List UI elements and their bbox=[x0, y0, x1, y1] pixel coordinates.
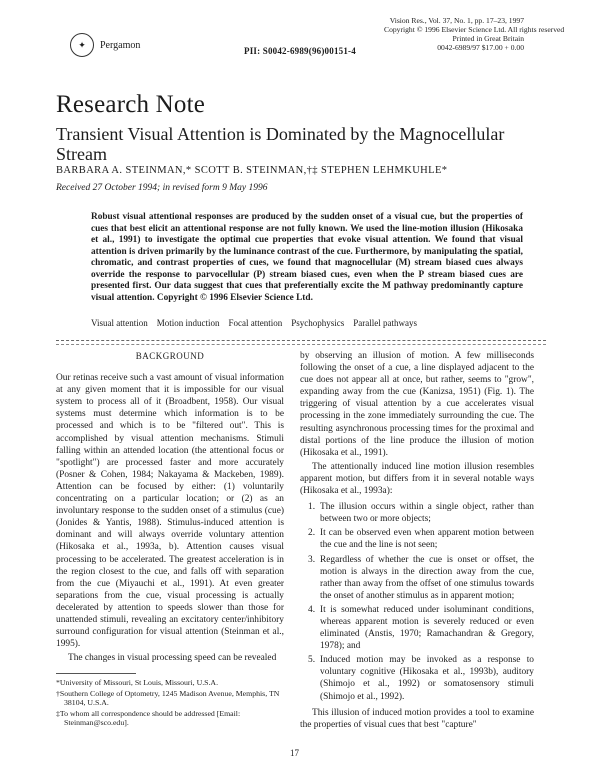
section-divider bbox=[56, 340, 546, 341]
body-column-right bbox=[300, 350, 534, 733]
list-item: 3. Regardless of whether the cue is onset or offset, the motion is always in the direction away from the cue, rather than away from the offset of one stimulus towards the onset of another stimulus as in apparent motion; bbox=[308, 554, 534, 601]
section-heading: BACKGROUND bbox=[135, 351, 205, 361]
body-paragraph: This illusion of induced motion provides a tool to examine the properties of visual cues that best "capture" bbox=[300, 707, 534, 730]
section-divider bbox=[56, 344, 546, 345]
publication-info bbox=[384, 16, 565, 52]
publisher-name: Pergamon bbox=[100, 39, 141, 51]
article-title: Transient Visual Attention is Dominated by the Magnocellular Stream bbox=[56, 124, 505, 164]
numbered-list bbox=[300, 501, 534, 703]
article-type: Research Note bbox=[56, 91, 206, 118]
pub-line: Copyright © 1996 Elsevier Science Ltd. All rights reserved bbox=[384, 25, 565, 34]
body-paragraph: Our retinas receive such a vast amount of visual information at any given moment that it is impossible for our visual system to process all of it (Broadbent, 1958). Our visual systems must determine which information is to be processed and which is to be "filtered out". This is accomplished by visual attention mechanisms. Stimuli falling within an attended location (the attentional focus or "spotlight") are processed faster and more accurately (Posner & Cohen, 1984; Nakayama & Mackeben, 1989). Attention can be focused by either: (1) voluntarily concentrating on a particular location; or (2) as an involuntary response to the sudden onset of a stimulus (cue) (Jonides & Yantis, 1988). Stimulus-induced attention is dominant and will always override voluntary attention (Hikosaka et al., 1993a, b). Attention causes visual processing to be accelerated. The greatest acceleration is in the region closest to the cue, and falls off with separation from the cue (Miyauchi et al., 1991). At even greater separations from the cue, visual processing is actually decelerated by attention to speeds slower than those for unattended stimuli, revealing an excitatory center/inhibitory surround configuration for visual attention (Steinman et al., 1995). bbox=[56, 373, 284, 650]
pub-line: Printed in Great Britain bbox=[452, 34, 524, 43]
body-column-left bbox=[56, 350, 284, 666]
keyword: Focal attention bbox=[228, 318, 283, 328]
publisher-logo bbox=[70, 33, 140, 57]
body-paragraph: The attentionally induced line motion illusion resembles apparent motion, but differs from it in several notable ways (Hikosaka et al., 1993a): bbox=[300, 461, 534, 497]
body-paragraph: The changes in visual processing speed can be revealed bbox=[68, 653, 277, 664]
keyword: Visual attention bbox=[91, 318, 148, 328]
footnote: ‡To whom all correspondence should be addressed [Email: Steinman@sco.edu]. bbox=[56, 708, 241, 727]
pergamon-emblem-icon: ✦ bbox=[70, 33, 94, 57]
keyword: Motion induction bbox=[156, 318, 220, 328]
footnote: *University of Missouri, St Louis, Missouri, U.S.A. bbox=[56, 678, 219, 687]
list-item: 2. It can be observed even when apparent motion between the cue and the line is not seen; bbox=[308, 528, 534, 551]
author-list: BARBARA A. STEINMAN,* SCOTT B. STEINMAN,†‡ STEPHEN LEHMKUHLE* bbox=[56, 165, 448, 176]
keyword: Parallel pathways bbox=[353, 318, 417, 328]
footnote: †Southern College of Optometry, 1245 Madison Avenue, Memphis, TN 38104, U.S.A. bbox=[56, 688, 280, 707]
list-item: 5. Induced motion may be invoked as a response to voluntary cognitive (Hikosaka et al., 1993b), auditory (Shimojo et al., 1992) or somatosensory stimuli (Shimojo et al., 1992). bbox=[308, 655, 534, 702]
pub-line: Vision Res., Vol. 37, No. 1, pp. 17–23, 1997 bbox=[389, 16, 524, 25]
keyword: Psychophysics bbox=[291, 318, 345, 328]
footnote-divider bbox=[56, 673, 136, 674]
pii-code: PII: S0042-6989(96)00151-4 bbox=[244, 46, 356, 56]
keyword-list bbox=[91, 318, 531, 328]
body-paragraph: by observing an illusion of motion. A few milliseconds following the onset of a cue, a line displayed adjacent to the cue does not appear all at once, but rather, seems to "grow", expanding away from the cue (Kanizsa, 1951) (Fig. 1). The triggering of visual attention by a cue accelerates visual processing in the zone immediately surrounding the cue. The resulting asynchronous processing times for the proximal and distal portions of the line produce the illusion of motion (Hikosaka et al., 1991). bbox=[300, 351, 534, 458]
list-item: 1. The illusion occurs within a single object, rather than between two or more objects; bbox=[308, 502, 534, 525]
page-number: 17 bbox=[290, 748, 299, 758]
received-dates: Received 27 October 1994; in revised form 9 May 1996 bbox=[56, 183, 268, 193]
pub-line: 0042-6989/97 $17.00 + 0.00 bbox=[437, 43, 524, 52]
list-item: 4. It is somewhat reduced under isoluminant conditions, whereas apparent motion is severely reduced or even eliminated (Anstis, 1970; Ramachandran & Gregory, 1978); and bbox=[308, 604, 534, 652]
footnotes bbox=[56, 678, 284, 729]
abstract: Robust visual attentional responses are produced by the sudden onset of a visual cue, but the properties of cues that best elicit an attentional response are not fully known. We used the line-motion illusion (Hikosaka et al., 1991) to investigate the optimal cue properties that evoke visual attention. We found that visual attention is driven primarily by the luminance contrast of the cue. Furthermore, by manipulating the spatial, chromatic, and contrast properties of cues, we found that magnocellular (M) stream biased cues always override the response to parvocellular (P) stream biased cues, even when the P stream biased cues are presented first. Our data suggest that cues that preferentially excite the M pathway predominantly capture visual attention. Copyright © 1996 Elsevier Science Ltd. bbox=[91, 212, 523, 303]
